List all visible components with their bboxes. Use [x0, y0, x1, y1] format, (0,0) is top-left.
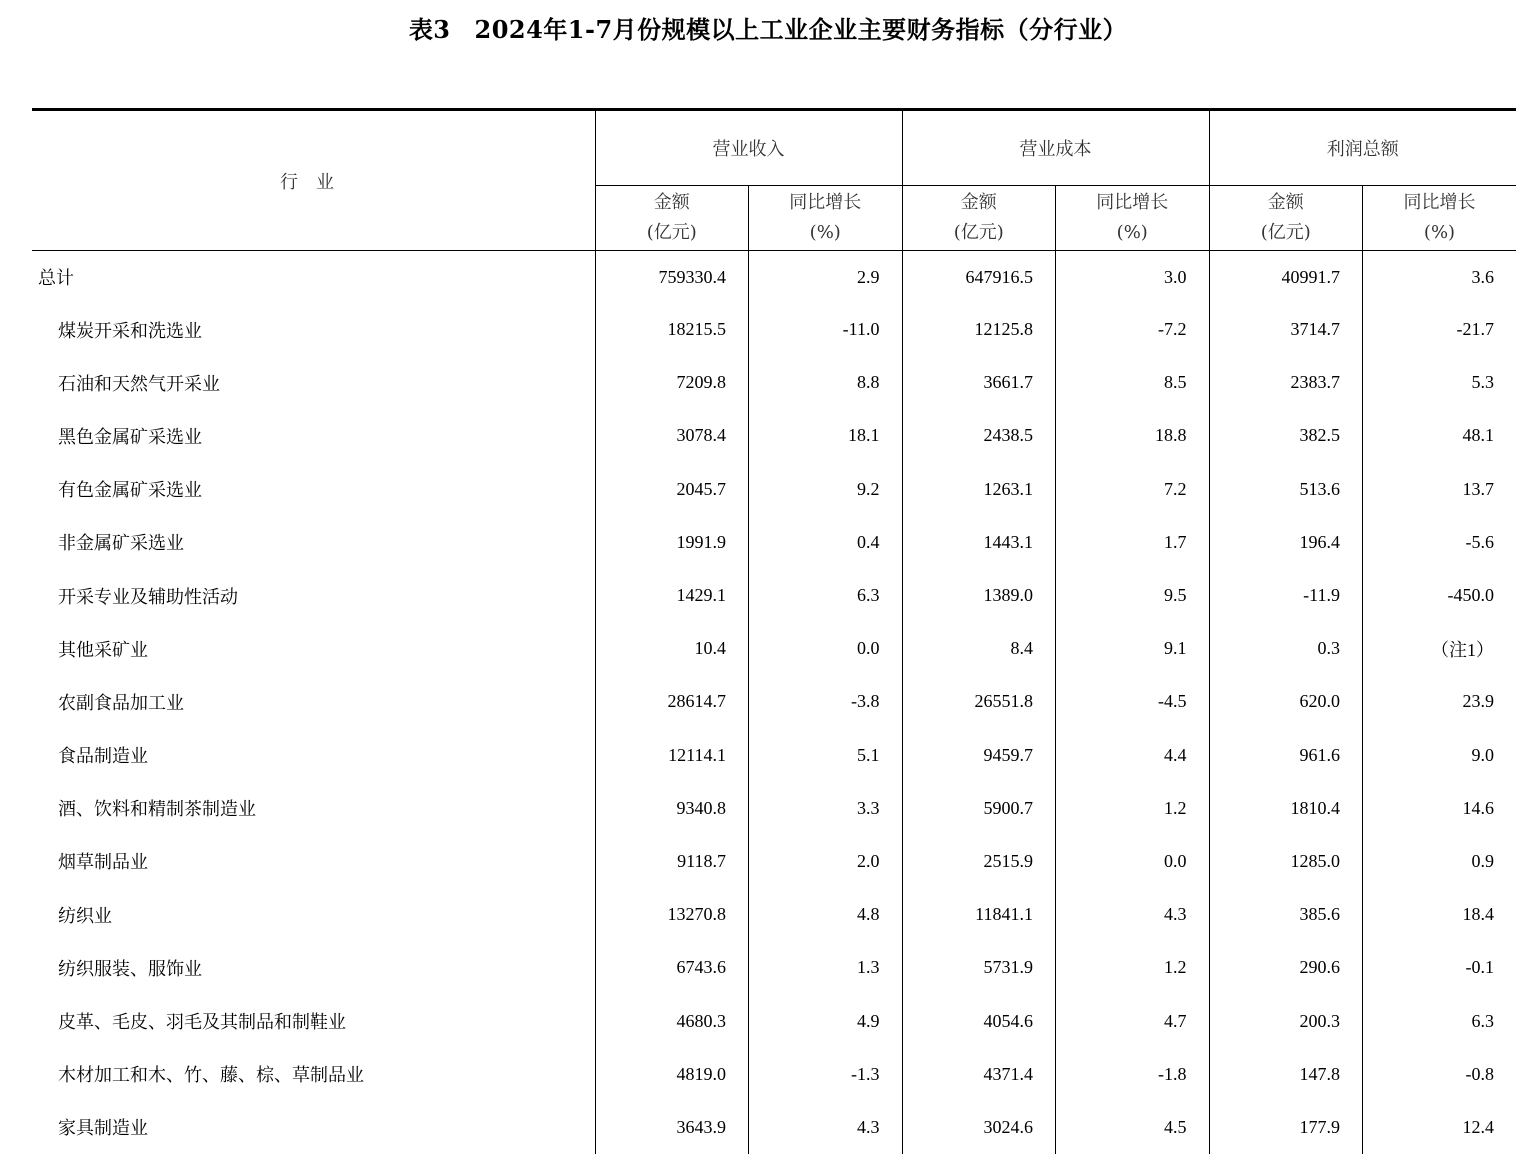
- value-cell: 961.6: [1209, 729, 1363, 782]
- value-cell: 9118.7: [595, 835, 749, 888]
- industry-name-cell: 开采专业及辅助性活动: [32, 569, 595, 622]
- value-cell: 1.2: [1056, 941, 1210, 994]
- value-cell: -3.8: [749, 675, 903, 728]
- value-cell: 1.7: [1056, 516, 1210, 569]
- industry-name-cell: 烟草制品业: [32, 835, 595, 888]
- value-cell: 23.9: [1363, 675, 1517, 728]
- industry-name-cell: 非金属矿采选业: [32, 516, 595, 569]
- value-cell: 9.2: [749, 463, 903, 516]
- table-row: [32, 303, 1516, 356]
- value-cell: 200.3: [1209, 994, 1363, 1047]
- value-cell: 26551.8: [902, 675, 1056, 728]
- value-cell: -1.8: [1056, 1048, 1210, 1101]
- value-cell: 7.2: [1056, 463, 1210, 516]
- value-cell: 2.9: [749, 251, 903, 304]
- group-header-profit: 利润总额: [1209, 110, 1516, 186]
- value-cell: 28614.7: [595, 675, 749, 728]
- value-cell: 6.3: [1363, 994, 1517, 1047]
- table-row: [32, 729, 1516, 782]
- value-cell: 18215.5: [595, 303, 749, 356]
- industry-name-cell: 煤炭开采和洗选业: [32, 303, 595, 356]
- amount-label: 金额: [904, 188, 1055, 218]
- industry-name-cell: 石油和天然气开采业: [32, 356, 595, 409]
- financial-indicators-table: [32, 108, 1516, 1154]
- value-cell: 14.6: [1363, 782, 1517, 835]
- value-cell: 6743.6: [595, 941, 749, 994]
- table-row: [32, 569, 1516, 622]
- group-header-revenue: 营业收入: [595, 110, 902, 186]
- value-cell: -4.5: [1056, 675, 1210, 728]
- industry-name-cell: 食品制造业: [32, 729, 595, 782]
- growth-unit-label: (%): [750, 218, 901, 248]
- industry-name-cell: 总计: [32, 251, 595, 304]
- value-cell: 40991.7: [1209, 251, 1363, 304]
- value-cell: 5900.7: [902, 782, 1056, 835]
- value-cell: 4.9: [749, 994, 903, 1047]
- revenue-growth-header: [749, 186, 903, 251]
- value-cell: 0.0: [749, 622, 903, 675]
- value-cell: 5731.9: [902, 941, 1056, 994]
- table-row: [32, 251, 1516, 304]
- value-cell: -1.3: [749, 1048, 903, 1101]
- growth-unit-label: (%): [1057, 218, 1208, 248]
- industry-name-cell: 皮革、毛皮、羽毛及其制品和制鞋业: [32, 994, 595, 1047]
- table-row: [32, 409, 1516, 462]
- industry-name-cell: 木材加工和木、竹、藤、棕、草制品业: [32, 1048, 595, 1101]
- cost-growth-header: [1056, 186, 1210, 251]
- table-row: [32, 463, 1516, 516]
- table-number: 表3: [409, 15, 451, 44]
- value-cell: 4.7: [1056, 994, 1210, 1047]
- value-cell: 12125.8: [902, 303, 1056, 356]
- industry-name-cell: 其他采矿业: [32, 622, 595, 675]
- value-cell: 4.3: [1056, 888, 1210, 941]
- value-cell: 4.5: [1056, 1101, 1210, 1154]
- table-row: [32, 782, 1516, 835]
- value-cell: 647916.5: [902, 251, 1056, 304]
- value-cell: 1.3: [749, 941, 903, 994]
- group-header-cost: 营业成本: [902, 110, 1209, 186]
- industry-name-cell: 农副食品加工业: [32, 675, 595, 728]
- value-cell: 4054.6: [902, 994, 1056, 1047]
- amount-unit-label: (亿元): [904, 218, 1055, 248]
- value-cell: 177.9: [1209, 1101, 1363, 1154]
- value-cell: 9.0: [1363, 729, 1517, 782]
- table-row: [32, 888, 1516, 941]
- industry-header: 行业: [32, 110, 595, 251]
- value-cell: 4.4: [1056, 729, 1210, 782]
- value-cell: 1810.4: [1209, 782, 1363, 835]
- value-cell: 12.4: [1363, 1101, 1517, 1154]
- value-cell: -21.7: [1363, 303, 1517, 356]
- value-cell: 11841.1: [902, 888, 1056, 941]
- value-cell: 4.8: [749, 888, 903, 941]
- value-cell: 1.2: [1056, 782, 1210, 835]
- value-cell: 1991.9: [595, 516, 749, 569]
- growth-label: 同比增长: [1057, 188, 1208, 218]
- value-cell: 382.5: [1209, 409, 1363, 462]
- amount-label: 金额: [597, 188, 748, 218]
- value-cell: -0.1: [1363, 941, 1517, 994]
- industry-name-cell: 酒、饮料和精制茶制造业: [32, 782, 595, 835]
- table-row: [32, 994, 1516, 1047]
- value-cell: 0.9: [1363, 835, 1517, 888]
- value-cell: 2515.9: [902, 835, 1056, 888]
- table-row: [32, 516, 1516, 569]
- value-cell: 18.1: [749, 409, 903, 462]
- value-cell: -11.0: [749, 303, 903, 356]
- industry-name-cell: 黑色金属矿采选业: [32, 409, 595, 462]
- value-cell: 4371.4: [902, 1048, 1056, 1101]
- value-cell: -5.6: [1363, 516, 1517, 569]
- value-cell: 5.3: [1363, 356, 1517, 409]
- value-cell: 10.4: [595, 622, 749, 675]
- growth-label: 同比增长: [750, 188, 901, 218]
- value-cell: 18.4: [1363, 888, 1517, 941]
- value-cell: 147.8: [1209, 1048, 1363, 1101]
- value-cell: 9340.8: [595, 782, 749, 835]
- value-cell: 3024.6: [902, 1101, 1056, 1154]
- table-row: [32, 1048, 1516, 1101]
- value-cell: 3078.4: [595, 409, 749, 462]
- value-cell: 8.4: [902, 622, 1056, 675]
- value-cell: -7.2: [1056, 303, 1210, 356]
- table-row: [32, 941, 1516, 994]
- table-row: [32, 835, 1516, 888]
- industry-name-cell: 家具制造业: [32, 1101, 595, 1154]
- value-cell: 5.1: [749, 729, 903, 782]
- value-cell: 9.5: [1056, 569, 1210, 622]
- value-cell: 12114.1: [595, 729, 749, 782]
- amount-unit-label: (亿元): [597, 218, 748, 248]
- value-cell: 9459.7: [902, 729, 1056, 782]
- growth-label: 同比增长: [1364, 188, 1515, 218]
- value-cell: 3714.7: [1209, 303, 1363, 356]
- value-cell: 4.3: [749, 1101, 903, 1154]
- cost-amount-header: [902, 186, 1056, 251]
- industry-name-cell: 纺织业: [32, 888, 595, 941]
- value-cell: 1443.1: [902, 516, 1056, 569]
- industry-name-cell: 有色金属矿采选业: [32, 463, 595, 516]
- value-cell: 8.5: [1056, 356, 1210, 409]
- value-cell: 1285.0: [1209, 835, 1363, 888]
- profit-amount-header: [1209, 186, 1363, 251]
- value-cell: 0.3: [1209, 622, 1363, 675]
- value-cell: 196.4: [1209, 516, 1363, 569]
- value-cell: 3.3: [749, 782, 903, 835]
- value-cell: 9.1: [1056, 622, 1210, 675]
- table-title-text: 2024年1-7月份规模以上工业企业主要财务指标（分行业）: [475, 15, 1128, 44]
- value-cell: 3661.7: [902, 356, 1056, 409]
- table-row: [32, 1101, 1516, 1154]
- value-cell: 13.7: [1363, 463, 1517, 516]
- value-cell: 2438.5: [902, 409, 1056, 462]
- value-cell: 1389.0: [902, 569, 1056, 622]
- value-cell: -11.9: [1209, 569, 1363, 622]
- table-row: [32, 356, 1516, 409]
- value-cell: -450.0: [1363, 569, 1517, 622]
- value-cell: 3.0: [1056, 251, 1210, 304]
- amount-label: 金额: [1211, 188, 1362, 218]
- amount-unit-label: (亿元): [1211, 218, 1362, 248]
- value-cell: （注1）: [1363, 622, 1517, 675]
- value-cell: 1263.1: [902, 463, 1056, 516]
- industry-name-cell: 纺织服装、服饰业: [32, 941, 595, 994]
- value-cell: 8.8: [749, 356, 903, 409]
- value-cell: 13270.8: [595, 888, 749, 941]
- table-body: [32, 251, 1516, 1154]
- value-cell: 759330.4: [595, 251, 749, 304]
- value-cell: 620.0: [1209, 675, 1363, 728]
- value-cell: 0.4: [749, 516, 903, 569]
- value-cell: 6.3: [749, 569, 903, 622]
- value-cell: 2383.7: [1209, 356, 1363, 409]
- value-cell: 290.6: [1209, 941, 1363, 994]
- value-cell: 48.1: [1363, 409, 1517, 462]
- profit-growth-header: [1363, 186, 1517, 251]
- value-cell: 2.0: [749, 835, 903, 888]
- value-cell: -0.8: [1363, 1048, 1517, 1101]
- value-cell: 0.0: [1056, 835, 1210, 888]
- value-cell: 3643.9: [595, 1101, 749, 1154]
- value-cell: 7209.8: [595, 356, 749, 409]
- table-title: [0, 10, 1536, 45]
- value-cell: 18.8: [1056, 409, 1210, 462]
- value-cell: 4819.0: [595, 1048, 749, 1101]
- table-row: [32, 622, 1516, 675]
- value-cell: 385.6: [1209, 888, 1363, 941]
- value-cell: 2045.7: [595, 463, 749, 516]
- growth-unit-label: (%): [1364, 218, 1515, 248]
- value-cell: 1429.1: [595, 569, 749, 622]
- revenue-amount-header: [595, 186, 749, 251]
- table-row: [32, 675, 1516, 728]
- value-cell: 513.6: [1209, 463, 1363, 516]
- value-cell: 4680.3: [595, 994, 749, 1047]
- value-cell: 3.6: [1363, 251, 1517, 304]
